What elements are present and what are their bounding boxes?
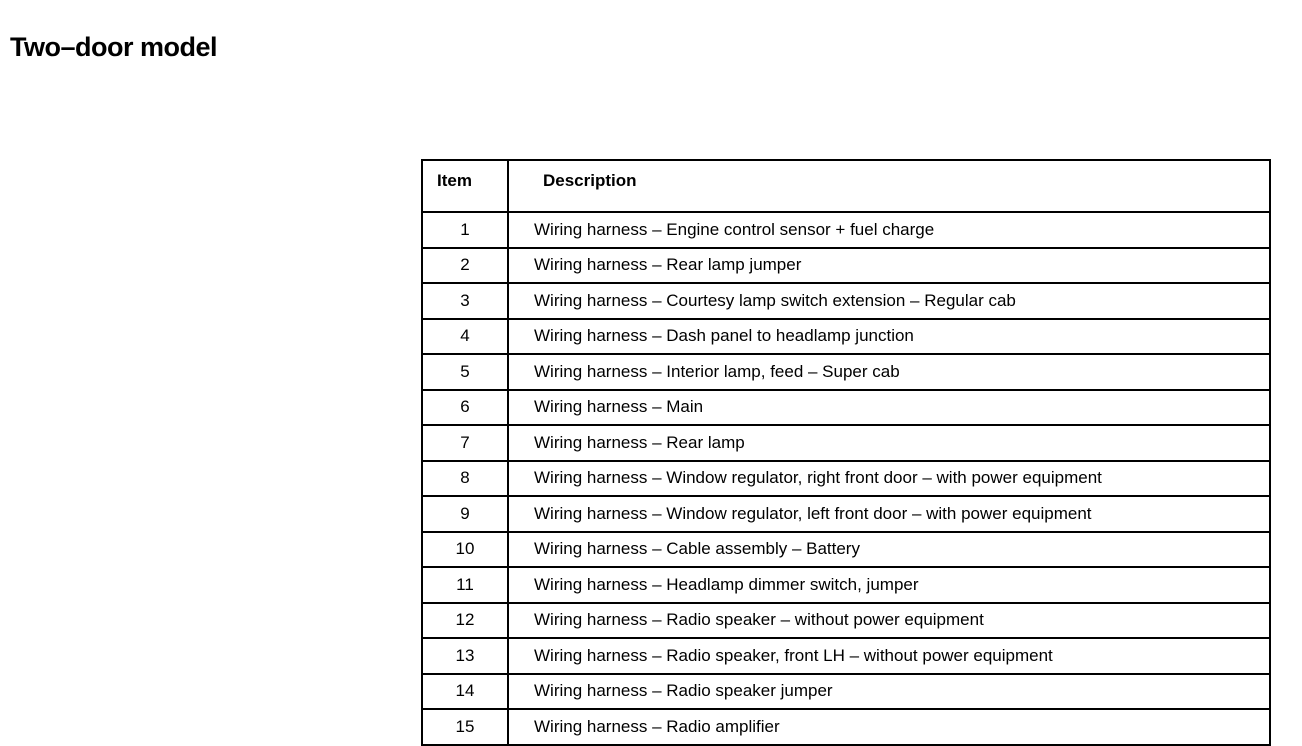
table-row xyxy=(422,248,1270,284)
item-number: 2 xyxy=(422,248,508,284)
table-row xyxy=(422,532,1270,568)
item-number: 15 xyxy=(422,709,508,745)
item-number: 10 xyxy=(422,532,508,568)
item-number: 7 xyxy=(422,425,508,461)
item-description: Wiring harness – Engine control sensor + fuel charge xyxy=(508,212,1270,248)
item-number: 14 xyxy=(422,674,508,710)
column-header-item: Item xyxy=(422,160,508,212)
table-header-row xyxy=(422,160,1270,212)
item-description: Wiring harness – Headlamp dimmer switch, jumper xyxy=(508,567,1270,603)
table-row xyxy=(422,638,1270,674)
item-number: 12 xyxy=(422,603,508,639)
item-description: Wiring harness – Dash panel to headlamp junction xyxy=(508,319,1270,355)
item-number: 8 xyxy=(422,461,508,497)
item-description: Wiring harness – Interior lamp, feed – Super cab xyxy=(508,354,1270,390)
table-row xyxy=(422,212,1270,248)
item-description: Wiring harness – Courtesy lamp switch extension – Regular cab xyxy=(508,283,1270,319)
item-description: Wiring harness – Main xyxy=(508,390,1270,426)
table-row xyxy=(422,709,1270,745)
table-row xyxy=(422,567,1270,603)
item-description: Wiring harness – Radio speaker, front LH – without power equipment xyxy=(508,638,1270,674)
table-row xyxy=(422,461,1270,497)
item-number: 6 xyxy=(422,390,508,426)
table-row xyxy=(422,319,1270,355)
item-description: Wiring harness – Radio amplifier xyxy=(508,709,1270,745)
item-number: 3 xyxy=(422,283,508,319)
table-row xyxy=(422,283,1270,319)
item-number: 5 xyxy=(422,354,508,390)
item-number: 13 xyxy=(422,638,508,674)
item-description: Wiring harness – Rear lamp xyxy=(508,425,1270,461)
item-description: Wiring harness – Window regulator, right front door – with power equipment xyxy=(508,461,1270,497)
item-number: 1 xyxy=(422,212,508,248)
table-row xyxy=(422,425,1270,461)
item-number: 11 xyxy=(422,567,508,603)
item-description: Wiring harness – Window regulator, left front door – with power equipment xyxy=(508,496,1270,532)
parts-table xyxy=(421,159,1271,746)
item-description: Wiring harness – Radio speaker jumper xyxy=(508,674,1270,710)
item-description: Wiring harness – Rear lamp jumper xyxy=(508,248,1270,284)
table-row xyxy=(422,390,1270,426)
column-header-description: Description xyxy=(508,160,1270,212)
item-description: Wiring harness – Cable assembly – Battery xyxy=(508,532,1270,568)
table-row xyxy=(422,496,1270,532)
page-title: Two–door model xyxy=(10,32,217,62)
table-row xyxy=(422,354,1270,390)
item-number: 4 xyxy=(422,319,508,355)
item-number: 9 xyxy=(422,496,508,532)
table-row xyxy=(422,674,1270,710)
item-description: Wiring harness – Radio speaker – without power equipment xyxy=(508,603,1270,639)
table-row xyxy=(422,603,1270,639)
